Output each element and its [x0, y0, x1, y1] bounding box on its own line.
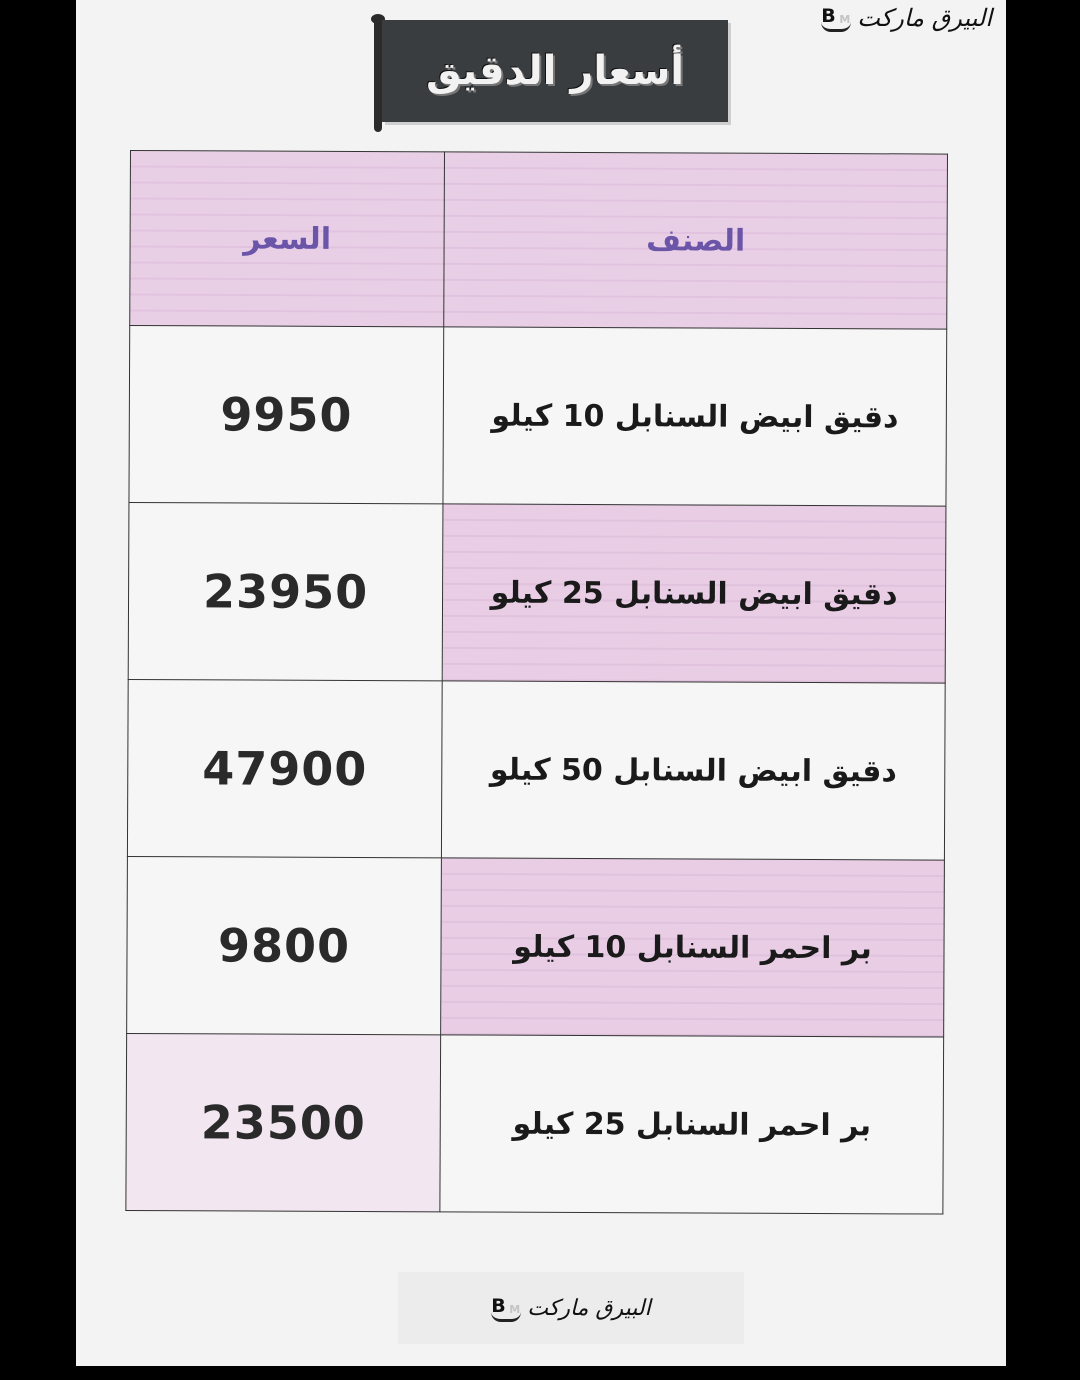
- price-value: 9800: [217, 918, 351, 973]
- item-cell: [441, 858, 945, 1037]
- price-cell: [127, 856, 442, 1034]
- brand-footer-inner: [491, 1295, 650, 1322]
- price-value: 23500: [200, 1095, 366, 1151]
- item-label: دقيق ابيض السنابل 10 كيلو: [491, 398, 899, 435]
- item-label: بر احمر السنابل 10 كيلو: [513, 929, 872, 966]
- table-header-row: [130, 151, 948, 330]
- brand-header: [821, 4, 992, 32]
- item-label: بر احمر السنابل 25 كيلو: [512, 1106, 872, 1143]
- price-sheet-page: [76, 0, 1006, 1366]
- logo-letter: B: [491, 1294, 506, 1317]
- item-cell: [443, 327, 947, 506]
- header-item: الصنف: [444, 152, 948, 329]
- table-row: [127, 856, 945, 1037]
- price-cell: [126, 1033, 441, 1211]
- brand-logo-icon: [821, 5, 851, 32]
- price-value: 23950: [203, 564, 369, 620]
- header-price: السعر: [130, 151, 445, 327]
- item-cell: [442, 504, 946, 683]
- item-label: دقيق ابيض السنابل 50 كيلو: [489, 752, 897, 789]
- price-table: [125, 150, 948, 1215]
- price-cell: [127, 679, 442, 857]
- price-cell: [129, 326, 444, 504]
- title-banner: [382, 20, 728, 122]
- logo-mark: M: [509, 1302, 521, 1316]
- logo-letter: B: [821, 4, 836, 27]
- table-row: [127, 679, 945, 860]
- item-cell: [442, 681, 946, 860]
- brand-logo-icon: [491, 1295, 521, 1322]
- price-value: 47900: [202, 741, 368, 797]
- table-row: [128, 502, 946, 683]
- item-label: دقيق ابيض السنابل 25 كيلو: [490, 575, 898, 612]
- item-cell: [440, 1035, 944, 1214]
- table-row: [126, 1033, 944, 1214]
- logo-mark: M: [839, 12, 851, 26]
- brand-name-top: البيرق ماركت: [857, 4, 992, 32]
- price-cell: [128, 502, 443, 680]
- brand-footer: [398, 1272, 744, 1344]
- flag-pole-icon: [374, 18, 382, 132]
- table-row: [129, 326, 947, 507]
- price-value: 9950: [220, 387, 353, 442]
- brand-name-bottom: البيرق ماركت: [527, 1295, 651, 1321]
- page-title: أسعار الدقيق: [425, 48, 684, 94]
